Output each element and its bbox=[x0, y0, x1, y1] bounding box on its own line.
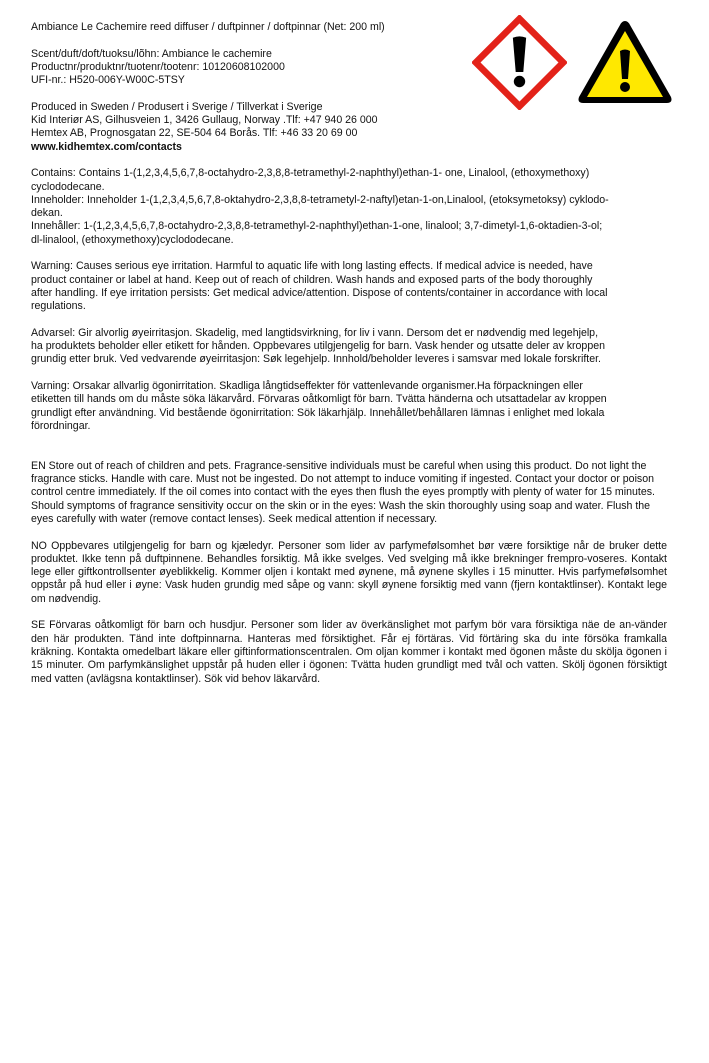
producer-hemtex: Hemtex AB, Prognosgatan 22, SE-504 64 Borås. Tlf: +46 33 20 69 00 bbox=[31, 127, 358, 140]
product-title: Ambiance Le Cachemire reed diffuser / duftpinner / doftpinnar (Net: 200 ml) bbox=[31, 21, 385, 33]
warning-se-line-3: grundligt efter användning. Vid bestående ögonirritation: Sök läkarhjälp. Innehållet/behållaren lämnas i enlighet med lokala bbox=[31, 406, 605, 419]
contains-no-line-1: Inneholder: Inneholder 1-(1,2,3,4,5,6,7,8-oktahydro-2,3,8,8-tetrametyl-2-naftyl)etan-1-on,Linalool, (etoksymetoksy) cyklodo- bbox=[31, 193, 609, 206]
warning-en-line-4: regulations. bbox=[31, 300, 86, 313]
producer-kid: Kid Interiør AS, Gilhusveien 1, 3426 Gullaug, Norway .Tlf: +47 940 26 000 bbox=[31, 114, 378, 127]
ufi-number: UFI-nr.: H520-006Y-W00C-5TSY bbox=[31, 74, 185, 87]
warning-se-line-2: etiketten till hands om du måste söka läkarvård. Förvaras oåtkomligt för barn. Tvätta händerna och utsattadelar av kroppen bbox=[31, 393, 607, 406]
product-header bbox=[31, 21, 461, 154]
contains-se-line-1: Innehåller: 1-(1,2,3,4,5,6,7,8-octahydro-2,3,8,8-tetramethyl-2-naphthyl)ethan-1-one, linalool; 3,7-dimetyl-1,6-oktadien-3-ol; bbox=[31, 220, 603, 233]
warning-se-line-1: Varning: Orsakar allvarlig ögonirritation. Skadliga långtidseffekter för vattenlevande organismer.Ha förpackningen eller bbox=[31, 380, 583, 393]
contains-se-line-2: dl-linalool, (ethoxymethoxy)cyclododecane. bbox=[31, 233, 234, 246]
warning-no-line-1: Advarsel: Gir alvorlig øyeirritasjon. Skadelig, med langtidsvirkning, for liv i vann. Dersom det er nødvendig med legehjelp, bbox=[31, 326, 599, 339]
contact-website: www.kidhemtex.com/contacts bbox=[31, 140, 182, 153]
warning-no-line-2: ha produktets beholder eller etikett for hånden. Oppbevares utilgjengelig for barn. Vask hender og utsatte deler av kroppen bbox=[31, 340, 605, 353]
warning-en-line-2: product container or label at hand. Keep out of reach of children. Wash hands and exposed parts of the body thoroughly bbox=[31, 273, 593, 286]
warning-en-line-3: after handling. If eye irritation persists: Get medical advice/attention. Dispose of contents/container in accordance with local bbox=[31, 286, 608, 299]
contains-section bbox=[31, 167, 667, 247]
safety-no: NO Oppbevares utilgjengelig for barn og kjæledyr. Personer som lider av parfymefølsomhet bør være forsiktige når de bruker dette produktet. Ikke tenn på duftpinnene. Behandles forsiktig. Må ikke svelges. Ved svelging må ikke brekninger frempro-voseres. Kontakt lege eller giftkontrollsenter øyeblikkelig. Kommer oljen i kontakt med øynene, må øynene skylles i 15 minutter. Hvis parfymefølsomhet oppstår på hud eller i øyne: Vask huden grundig med såpe og vann: skyll øynene forsiktig med vann (fjern kontaktlinser). Kontakt lege om nødvendig. bbox=[31, 539, 667, 605]
product-number: Productnr/produktnr/tuotenr/tootenr: 10120608102000 bbox=[31, 60, 285, 73]
contains-no-line-2: dekan. bbox=[31, 207, 63, 220]
label-text bbox=[31, 21, 667, 686]
contains-en-line-2: cyclododecane. bbox=[31, 180, 105, 193]
warning-no-line-3: grundig etter bruk. Ved vedvarende øyeirritasjon: Søk legehjelp. Innhold/beholder leveres i samsvar med lokale forskrifter. bbox=[31, 353, 601, 366]
warning-se-line-4: förordningar. bbox=[31, 419, 91, 432]
scent-line: Scent/duft/doft/tuoksu/lõhn: Ambiance le cachemire bbox=[31, 47, 272, 60]
warning-en bbox=[31, 260, 667, 313]
warning-no bbox=[31, 327, 667, 367]
safety-en: EN Store out of reach of children and pets. Fragrance-sensitive individuals must be careful when using this product. Do not light the fragrance sticks. Handle with care. Must not be ingested. Do not attempt to induce vomiting if ingested. Contact your doctor or poison control centre immediately. If the oil comes into contact with the eyes then flush the eyes promptly with plenty of water for 15 minutes. Should symptoms of fragrance sensitivity occur on the skin or in the eyes: Wash the skin thoroughly using soap and water. Flush the eyes carefully with water (remove contact lenses). Seek medical attention if necessary. bbox=[31, 459, 655, 525]
safety-se: SE Förvaras oåtkomligt för barn och husdjur. Personer som lider av överkänslighet mot parfym bör vara försiktiga näe de an-vänder den här produkten. Tänd inte doftpinnarna. Hanteras med försiktighet. Får ej förtäras. Vid förtäring ska du inte försöka framkalla kräkning. Kontakta omedelbart läkare eller giftinformationscentralen. Om oljan kommer i kontakt med ögonen måste du skölja ögonen i 15 minuter. Om parfymkänslighet uppstår på huden eller i ögonen: Tvätta huden grundligt med tvål och vatten. Skölj ögonen försiktigt med vatten (avlägsna kontaktlinser). Sök vid behov läkarvård. bbox=[31, 619, 667, 685]
origin-line: Produced in Sweden / Produsert i Sverige / Tillverkat i Sverige bbox=[31, 100, 323, 113]
contains-en-line-1: Contains: Contains 1-(1,2,3,4,5,6,7,8-octahydro-2,3,8,8-tetramethyl-2-naphthyl)ethan-1- one, Linalool, (ethoxymethoxy) bbox=[31, 167, 590, 180]
warning-se bbox=[31, 380, 667, 433]
warning-en-line-1: Warning: Causes serious eye irritation. Harmful to aquatic life with long lasting effects. If medical advice is needed, have bbox=[31, 260, 593, 273]
